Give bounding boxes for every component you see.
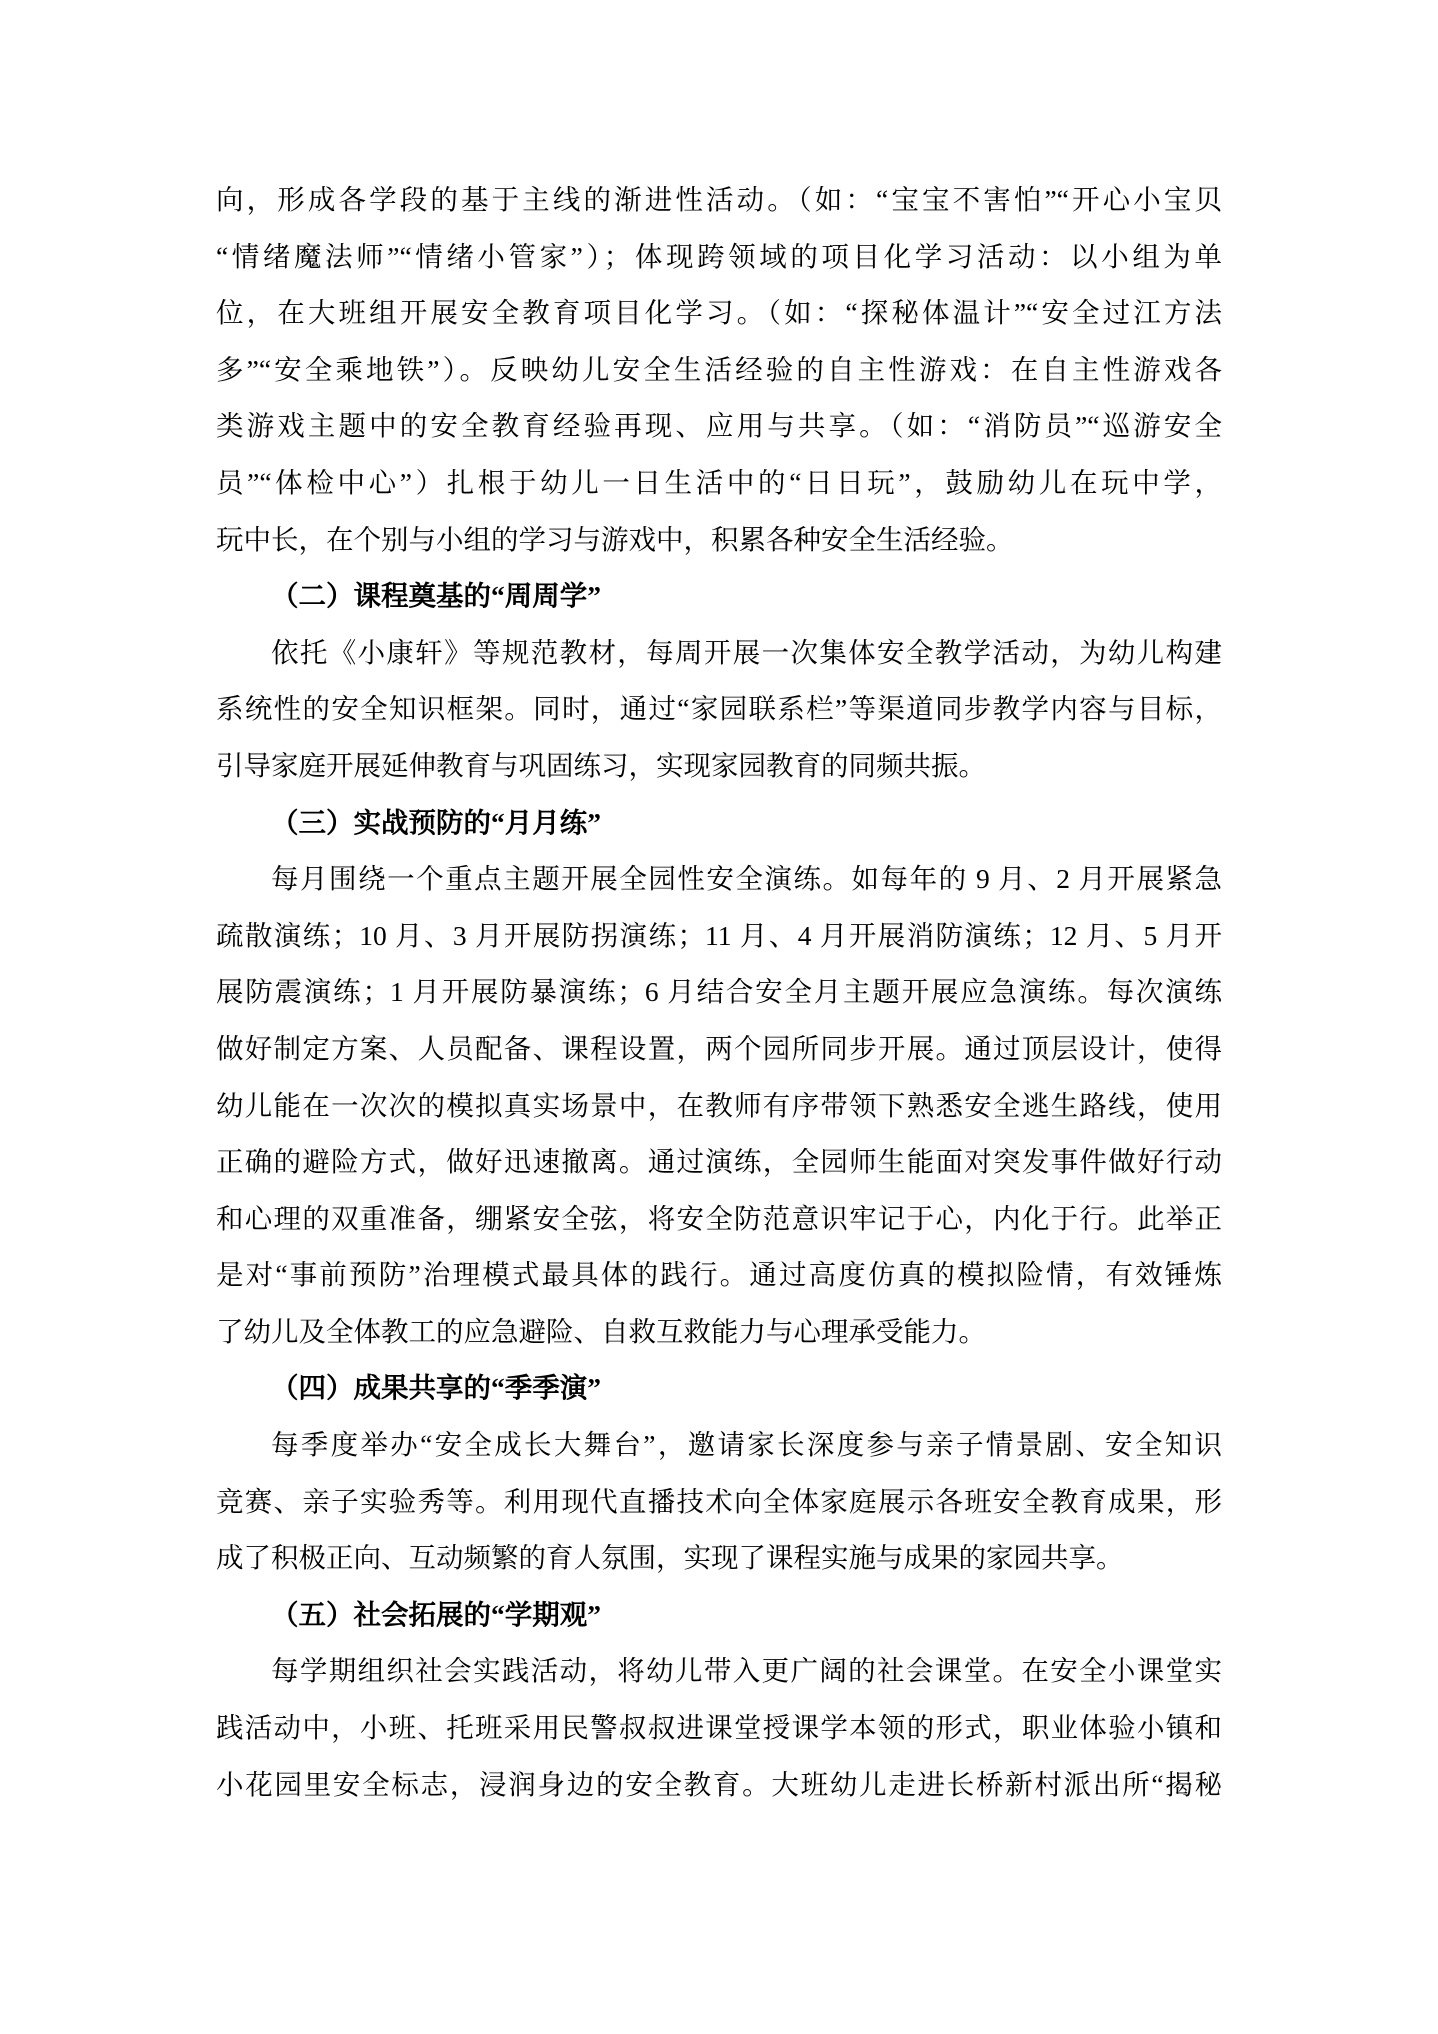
section-heading: （二）课程奠基的“周周学” xyxy=(271,580,601,612)
section-heading: （五）社会拓展的“学期观” xyxy=(271,1598,601,1630)
text-line: 玩中长，在个别与小组的学习与游戏中，积累各种安全生活经验。 xyxy=(216,523,1014,555)
text-line: 成了积极正向、互动频繁的育人氛围，实现了课程实施与成果的家园共享。 xyxy=(216,1542,1124,1574)
text-line: “情绪魔法师”“情绪小管家”）；体现跨领域的项目化学习活动：以小组为单 xyxy=(216,240,1222,272)
text-line: 依托《小康轩》等规范教材，每周开展一次集体安全教学活动，为幼儿构建 xyxy=(271,636,1222,668)
text-line: 践活动中，小班、托班采用民警叔叔进课堂授课学本领的形式，职业体验小镇和 xyxy=(216,1712,1222,1744)
text-line: 类游戏主题中的安全教育经验再现、应用与共享。（如：“消防员”“巡游安全 xyxy=(216,410,1222,442)
text-line: 疏散演练；10 月、3 月开展防拐演练；11 月、4 月开展消防演练；12 月、5 月开 xyxy=(216,919,1222,951)
text-line: 竞赛、亲子实验秀等。利用现代直播技术向全体家庭展示各班安全教育成果，形 xyxy=(216,1485,1222,1517)
text-line: 每学期组织社会实践活动，将幼儿带入更广阔的社会课堂。在安全小课堂实 xyxy=(271,1655,1222,1687)
text-line: 小花园里安全标志，浸润身边的安全教育。大班幼儿走进长桥新村派出所“揭秘 xyxy=(216,1768,1222,1800)
section-heading: （四）成果共享的“季季演” xyxy=(271,1372,601,1404)
text-line: 了幼儿及全体教工的应急避险、自救互救能力与心理承受能力。 xyxy=(216,1315,986,1347)
text-line: 向，形成各学段的基于主线的渐进性活动。（如：“宝宝不害怕”“开心小宝贝 xyxy=(216,184,1222,215)
text-line: 位，在大班组开展安全教育项目化学习。（如：“探秘体温计”“安全过江方法 xyxy=(216,297,1222,329)
text-line: 每季度举办“安全成长大舞台”，邀请家长深度参与亲子情景剧、安全知识 xyxy=(271,1429,1222,1461)
text-line: 正确的避险方式，做好迅速撤离。通过演练，全园师生能面对突发事件做好行动 xyxy=(216,1146,1222,1178)
text-line: 展防震演练；1 月开展防暴演练；6 月结合安全月主题开展应急演练。每次演练 xyxy=(216,976,1222,1008)
text-line: 幼儿能在一次次的模拟真实场景中，在教师有序带领下熟悉安全逃生路线，使用 xyxy=(216,1089,1222,1121)
text-line: 每月围绕一个重点主题开展全园性安全演练。如每年的 9 月、2 月开展紧急 xyxy=(271,863,1222,895)
text-line: 和心理的双重准备，绷紧安全弦，将安全防范意识牢记于心，内化于行。此举正 xyxy=(216,1202,1222,1234)
text-line: 系统性的安全知识框架。同时，通过“家园联系栏”等渠道同步教学内容与目标， xyxy=(216,693,1222,725)
text-line: 做好制定方案、人员配备、课程设置，两个园所同步开展。通过顶层设计，使得 xyxy=(216,1032,1222,1064)
text-line: 多”“安全乘地铁”）。反映幼儿安全生活经验的自主性游戏：在自主性游戏各 xyxy=(216,353,1222,385)
text-line: 引导家庭开展延伸教育与巩固练习，实现家园教育的同频共振。 xyxy=(216,749,986,781)
text-line: 是对“事前预防”治理模式最具体的践行。通过高度仿真的模拟险情，有效锤炼 xyxy=(216,1259,1222,1291)
text-line: 员”“体检中心”）扎根于幼儿一日生活中的“日日玩”，鼓励幼儿在玩中学， xyxy=(216,466,1222,498)
document-lines xyxy=(216,172,1222,1813)
section-heading: （三）实战预防的“月月练” xyxy=(271,806,601,838)
